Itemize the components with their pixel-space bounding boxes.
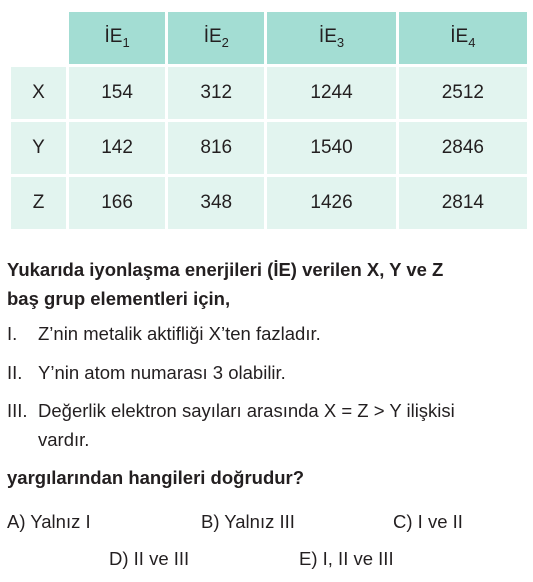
option-b[interactable]: B) Yalnız III [201,511,295,532]
question-stem [7,255,529,313]
table-cell: 2814 [399,177,527,229]
statement-text: Z’nin metalik aktifliği X’ten fazladır. [38,323,321,344]
table-cell: 166 [69,177,165,229]
statement-number: III. [7,400,28,421]
row-label-x: X [11,67,66,119]
table-row-y [11,122,527,174]
statement-text [38,396,529,454]
table-cell: 2846 [399,122,527,174]
row-label-z: Z [11,177,66,229]
table-cell: 142 [69,122,165,174]
table-corner [11,12,66,64]
option-e[interactable]: E) I, II ve III [299,548,394,569]
statement-text-line: Değerlik elektron sayıları arasında X = Z > Y ilişkisi [38,400,455,421]
statement-text-line: vardır. [38,429,90,450]
column-header-ie3: $İE_3$ [267,12,395,64]
table-row-z [11,177,527,229]
option-d[interactable]: D) II ve III [109,548,190,569]
question-ask: yargılarından hangileri doğrudur? [7,467,305,488]
option-c[interactable]: C) I ve II [393,511,463,532]
table-cell: 816 [168,122,264,174]
column-header-ie1: $İE_1$ [69,12,165,64]
column-header-ie2: $İE_2$ [168,12,264,64]
statement-number: I. [7,323,18,344]
table-cell: 2512 [399,67,527,119]
statement-3 [7,396,529,454]
statement-2 [7,358,529,387]
row-label-y: Y [11,122,66,174]
statement-1 [7,319,529,348]
column-header-ie4: $İE_4$ [399,12,527,64]
table-cell: 348 [168,177,264,229]
table-row-x [11,67,527,119]
table-cell: 1426 [267,177,395,229]
table-cell: 154 [69,67,165,119]
ionization-energy-table [8,9,530,232]
table-cell: 312 [168,67,264,119]
statement-number: II. [7,362,23,383]
option-a[interactable]: A) Yalnız I [7,511,91,532]
table-cell: 1244 [267,67,395,119]
statement-text: Y’nin atom numarası 3 olabilir. [38,362,286,383]
table-cell: 1540 [267,122,395,174]
table-header-row [11,12,527,64]
question-stem-line: baş grup elementleri için, [7,288,231,309]
question-stem-line: Yukarıda iyonlaşma enerjileri (İE) verilen X, Y ve Z [7,259,444,280]
